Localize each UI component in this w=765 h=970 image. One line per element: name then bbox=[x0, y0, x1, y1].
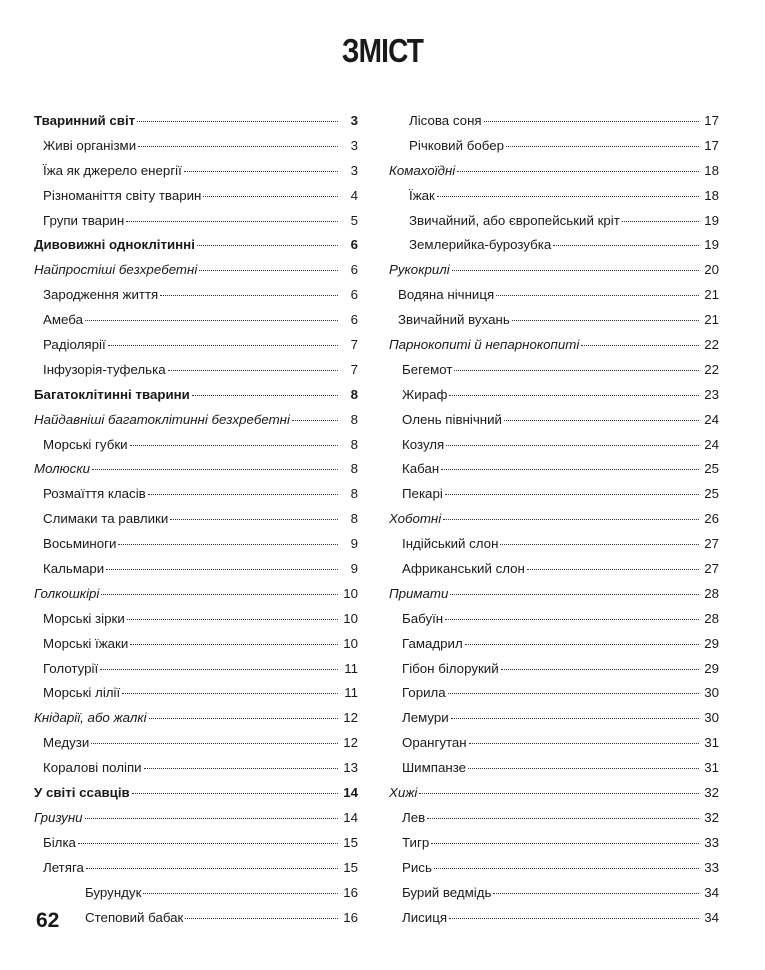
toc-leader-dots bbox=[449, 395, 699, 396]
toc-leader-dots bbox=[127, 619, 338, 620]
toc-leader-dots bbox=[496, 295, 699, 296]
toc-leader-dots bbox=[170, 519, 338, 520]
toc-entry-page: 11 bbox=[344, 685, 358, 701]
toc-entry-title: Рукокрилі bbox=[389, 262, 450, 278]
toc-entry[interactable] bbox=[389, 835, 719, 860]
toc-entry[interactable] bbox=[34, 586, 358, 611]
toc-leader-dots bbox=[501, 669, 699, 670]
toc-entry-title: Морські їжаки bbox=[43, 635, 129, 651]
toc-entry-title: Медузи bbox=[43, 735, 90, 751]
toc-entry-page: 9 bbox=[350, 561, 358, 577]
toc-entry[interactable] bbox=[389, 213, 719, 238]
toc-entry-title: Річковий бобер bbox=[409, 137, 504, 153]
toc-entry-title: Їжак bbox=[409, 187, 435, 203]
toc-entry-page: 9 bbox=[350, 536, 358, 552]
toc-leader-dots bbox=[446, 445, 699, 446]
toc-entry[interactable] bbox=[389, 885, 719, 910]
toc-entry-title: Лев bbox=[402, 809, 426, 825]
toc-entry-title: Розмаїття класів bbox=[43, 486, 146, 502]
toc-leader-dots bbox=[427, 818, 699, 819]
toc-leader-dots bbox=[91, 743, 338, 744]
toc-entry[interactable] bbox=[389, 262, 719, 287]
toc-entry[interactable] bbox=[389, 710, 719, 735]
toc-entry[interactable] bbox=[34, 810, 358, 835]
toc-leader-dots bbox=[431, 843, 699, 844]
toc-leader-dots bbox=[160, 295, 338, 296]
toc-entry[interactable] bbox=[389, 337, 719, 362]
toc-leader-dots bbox=[506, 146, 699, 147]
toc-entry[interactable] bbox=[389, 138, 719, 163]
toc-entry-page: 28 bbox=[704, 585, 719, 601]
toc-entry-title: Білка bbox=[43, 834, 76, 850]
toc-entry-title: У світі ссавців bbox=[34, 785, 130, 801]
toc-entry[interactable] bbox=[34, 213, 358, 238]
toc-leader-dots bbox=[454, 370, 699, 371]
toc-entry-page: 32 bbox=[704, 809, 719, 825]
toc-entry[interactable] bbox=[34, 113, 358, 138]
toc-entry[interactable] bbox=[389, 785, 719, 810]
toc-leader-dots bbox=[450, 594, 699, 595]
toc-leader-dots bbox=[137, 121, 338, 122]
toc-leader-dots bbox=[443, 519, 699, 520]
toc-entry-title: Лісова соня bbox=[409, 113, 482, 128]
toc-leader-dots bbox=[101, 594, 338, 595]
toc-leader-dots bbox=[148, 494, 338, 495]
toc-entry[interactable] bbox=[389, 511, 719, 536]
toc-entry-page: 18 bbox=[704, 162, 719, 178]
toc-entry-title: Летяга bbox=[43, 859, 84, 875]
toc-leader-dots bbox=[185, 918, 338, 919]
toc-leader-dots bbox=[138, 146, 338, 147]
toc-entry[interactable] bbox=[34, 910, 358, 935]
toc-entry[interactable] bbox=[389, 412, 719, 437]
toc-entry-page: 21 bbox=[704, 287, 719, 303]
toc-entry[interactable] bbox=[389, 685, 719, 710]
toc-leader-dots bbox=[143, 893, 338, 894]
toc-entry[interactable] bbox=[34, 437, 358, 462]
toc-entry-page: 3 bbox=[350, 162, 358, 178]
toc-entry-title: Різноманіття світу тварин bbox=[43, 187, 202, 203]
toc-entry[interactable] bbox=[34, 138, 358, 163]
toc-leader-dots bbox=[86, 868, 338, 869]
toc-entry-title: Восьминоги bbox=[43, 536, 117, 552]
toc-entry[interactable] bbox=[34, 785, 358, 810]
toc-leader-dots bbox=[622, 221, 699, 222]
toc-entry-page: 11 bbox=[344, 660, 358, 676]
toc-entry-page: 8 bbox=[350, 411, 358, 427]
toc-leader-dots bbox=[581, 345, 699, 346]
toc-entry[interactable] bbox=[34, 835, 358, 860]
toc-entry-page: 6 bbox=[350, 237, 358, 253]
toc-entry-title: Звичайний, або європейський кріт bbox=[409, 212, 620, 228]
toc-entry-page: 22 bbox=[704, 337, 719, 353]
toc-entry-page: 6 bbox=[350, 287, 358, 303]
toc-leader-dots bbox=[441, 469, 699, 470]
toc-entry-title: Амеба bbox=[43, 312, 83, 328]
toc-entry-page: 4 bbox=[350, 187, 358, 203]
toc-entry-page: 30 bbox=[704, 685, 719, 701]
toc-leader-dots bbox=[553, 245, 699, 246]
toc-entry-page: 30 bbox=[704, 710, 719, 726]
toc-entry-page: 7 bbox=[350, 361, 358, 377]
toc-entry[interactable] bbox=[34, 287, 358, 312]
toc-entry-page: 12 bbox=[343, 710, 358, 726]
toc-entry-page: 19 bbox=[704, 237, 719, 253]
toc-leader-dots bbox=[100, 669, 338, 670]
toc-entry-page: 29 bbox=[704, 660, 719, 676]
toc-entry[interactable] bbox=[389, 486, 719, 511]
toc-entry-title: Багатоклітинні тварини bbox=[34, 386, 190, 402]
toc-entry-title: Зародження життя bbox=[43, 287, 159, 303]
toc-leader-dots bbox=[108, 345, 338, 346]
toc-entry[interactable] bbox=[389, 810, 719, 835]
toc-entry-title: Бегемот bbox=[402, 361, 453, 377]
toc-leader-dots bbox=[78, 843, 338, 844]
toc-leader-dots bbox=[434, 868, 699, 869]
toc-entry-title: Водяна нічниця bbox=[398, 287, 495, 303]
toc-entry-title: Бурундук bbox=[85, 884, 142, 900]
toc-entry[interactable] bbox=[34, 312, 358, 337]
toc-leader-dots bbox=[144, 768, 338, 769]
toc-entry[interactable] bbox=[389, 188, 719, 213]
toc-entry-title: Живі організми bbox=[43, 137, 137, 153]
toc-entry-title: Примати bbox=[389, 585, 449, 601]
toc-entry-page: 33 bbox=[704, 859, 719, 875]
toc-entry-page: 16 bbox=[343, 884, 358, 900]
toc-entry[interactable] bbox=[34, 760, 358, 785]
toc-entry-page: 8 bbox=[350, 386, 358, 402]
toc-entry-page: 14 bbox=[343, 785, 358, 801]
toc-entry-title: Найпростіші безхребетні bbox=[34, 262, 198, 278]
toc-entry-page: 19 bbox=[704, 212, 719, 228]
toc-entry-title: Звичайний вухань bbox=[398, 312, 510, 328]
toc-leader-dots bbox=[199, 270, 338, 271]
toc-entry-page: 17 bbox=[704, 113, 719, 128]
toc-entry[interactable] bbox=[389, 536, 719, 561]
toc-entry-page: 12 bbox=[343, 735, 358, 751]
toc-entry-title: Радіолярії bbox=[43, 337, 106, 353]
toc-leader-dots bbox=[106, 569, 338, 570]
toc-entry-page: 31 bbox=[704, 735, 719, 751]
toc-entry-page: 6 bbox=[350, 312, 358, 328]
toc-entry-title: Голкошкірі bbox=[34, 585, 100, 601]
toc-leader-dots bbox=[493, 893, 699, 894]
toc-entry[interactable] bbox=[34, 387, 358, 412]
toc-entry-page: 7 bbox=[350, 337, 358, 353]
toc-entry[interactable] bbox=[34, 710, 358, 735]
toc-leader-dots bbox=[469, 743, 699, 744]
toc-entry-page: 26 bbox=[704, 511, 719, 527]
toc-entry-page: 5 bbox=[350, 212, 358, 228]
toc-entry[interactable] bbox=[34, 262, 358, 287]
toc-leader-dots bbox=[457, 171, 699, 172]
toc-entry[interactable] bbox=[34, 636, 358, 661]
toc-entry-page: 15 bbox=[343, 834, 358, 850]
toc-entry-title: Бурий ведмідь bbox=[402, 884, 492, 900]
toc-entry-title: Парнокопиті й непарнокопиті bbox=[389, 337, 580, 353]
toc-entry-title: Гризуни bbox=[34, 809, 83, 825]
toc-entry[interactable] bbox=[34, 661, 358, 686]
toc-leader-dots bbox=[500, 544, 699, 545]
toc-entry[interactable] bbox=[34, 461, 358, 486]
toc-entry[interactable] bbox=[34, 860, 358, 885]
toc-entry-page: 3 bbox=[350, 137, 358, 153]
toc-entry-title: Морські губки bbox=[43, 436, 128, 452]
toc-entry-page: 34 bbox=[704, 909, 719, 925]
toc-entry-title: Хижі bbox=[389, 785, 418, 801]
toc-entry[interactable] bbox=[34, 561, 358, 586]
toc-entry-page: 33 bbox=[704, 834, 719, 850]
toc-right-column bbox=[389, 113, 719, 934]
toc-entry-title: Тваринний світ bbox=[34, 113, 136, 128]
toc-entry-page: 16 bbox=[343, 909, 358, 925]
toc-entry[interactable] bbox=[34, 685, 358, 710]
toc-entry-page: 21 bbox=[704, 312, 719, 328]
toc-entry-title: Коралові поліпи bbox=[43, 760, 142, 776]
toc-leader-dots bbox=[85, 320, 338, 321]
toc-leader-dots bbox=[512, 320, 699, 321]
toc-entry-page: 8 bbox=[350, 436, 358, 452]
toc-entry-page: 8 bbox=[350, 486, 358, 502]
toc-entry[interactable] bbox=[34, 188, 358, 213]
toc-entry-page: 27 bbox=[704, 561, 719, 577]
toc-leader-dots bbox=[468, 768, 699, 769]
toc-entry[interactable] bbox=[389, 461, 719, 486]
toc-entry[interactable] bbox=[389, 362, 719, 387]
toc-entry-page: 25 bbox=[704, 461, 719, 477]
toc-leader-dots bbox=[448, 693, 699, 694]
toc-entry-title: Бабуїн bbox=[402, 610, 444, 626]
toc-entry-title: Дивовижні одноклітинні bbox=[34, 237, 195, 253]
toc-entry[interactable] bbox=[389, 636, 719, 661]
toc-entry-title: Гамадрил bbox=[402, 635, 463, 651]
toc-entry-title: Кабан bbox=[402, 461, 440, 477]
toc-entry[interactable] bbox=[389, 586, 719, 611]
toc-entry-title: Лемури bbox=[402, 710, 449, 726]
toc-leader-dots bbox=[484, 121, 699, 122]
toc-leader-dots bbox=[184, 171, 338, 172]
toc-leader-dots bbox=[85, 818, 338, 819]
toc-leader-dots bbox=[449, 918, 699, 919]
toc-leader-dots bbox=[118, 544, 338, 545]
toc-entry-title: Морські лілії bbox=[43, 685, 121, 701]
toc-entry-title: Індійський слон bbox=[402, 536, 499, 552]
toc-leader-dots bbox=[451, 718, 699, 719]
toc-entry-page: 10 bbox=[343, 585, 358, 601]
toc-entry[interactable] bbox=[34, 611, 358, 636]
toc-entry[interactable] bbox=[389, 910, 719, 935]
toc-entry[interactable] bbox=[389, 760, 719, 785]
toc-entry-title: Голотурії bbox=[43, 660, 99, 676]
toc-entry-page: 14 bbox=[343, 809, 358, 825]
toc-entry-title: Групи тварин bbox=[43, 212, 125, 228]
toc-entry-page: 24 bbox=[704, 411, 719, 427]
toc-entry[interactable] bbox=[389, 312, 719, 337]
toc-entry-page: 3 bbox=[350, 113, 358, 128]
toc-entry-title: Орангутан bbox=[402, 735, 467, 751]
toc-entry[interactable] bbox=[34, 735, 358, 760]
toc-entry-page: 34 bbox=[704, 884, 719, 900]
toc-leader-dots bbox=[437, 196, 699, 197]
toc-entry-page: 25 bbox=[704, 486, 719, 502]
toc-leader-dots bbox=[504, 420, 699, 421]
toc-entry-title: Молюски bbox=[34, 461, 90, 477]
toc-entry-title: Шимпанзе bbox=[402, 760, 467, 776]
toc-entry-title: Морські зірки bbox=[43, 610, 125, 626]
toc-entry-page: 6 bbox=[350, 262, 358, 278]
toc-entry-title: Гібон білорукий bbox=[402, 660, 499, 676]
toc-entry-title: Землерийка-бурозубка bbox=[409, 237, 552, 253]
toc-entry-title: Інфузорія-туфелька bbox=[43, 361, 166, 377]
toc-entry-page: 10 bbox=[343, 610, 358, 626]
toc-entry-page: 10 bbox=[343, 635, 358, 651]
toc-leader-dots bbox=[126, 221, 338, 222]
toc-entry-title: Пекарі bbox=[402, 486, 443, 502]
toc-entry[interactable] bbox=[389, 437, 719, 462]
toc-entry-title: Лисиця bbox=[402, 909, 448, 925]
toc-entry-title: Найдавніші багатоклітинні безхребетні bbox=[34, 411, 290, 427]
toc-entry[interactable] bbox=[389, 860, 719, 885]
toc-entry[interactable] bbox=[34, 412, 358, 437]
toc-entry-title: Степовий бабак bbox=[85, 909, 184, 925]
toc-entry-title: Жираф bbox=[402, 386, 448, 402]
toc-entry[interactable] bbox=[34, 237, 358, 262]
toc-leader-dots bbox=[465, 644, 699, 645]
toc-leader-dots bbox=[92, 469, 338, 470]
toc-leader-dots bbox=[132, 793, 338, 794]
toc-entry-title: Рись bbox=[402, 859, 432, 875]
toc-entry[interactable] bbox=[389, 113, 719, 138]
toc-entry-page: 13 bbox=[343, 760, 358, 776]
toc-leader-dots bbox=[452, 270, 699, 271]
toc-leader-dots bbox=[192, 395, 338, 396]
toc-leader-dots bbox=[130, 644, 338, 645]
toc-leader-dots bbox=[419, 793, 699, 794]
toc-entry-page: 15 bbox=[343, 859, 358, 875]
toc-entry[interactable] bbox=[389, 611, 719, 636]
toc-leader-dots bbox=[168, 370, 338, 371]
toc-entry[interactable] bbox=[389, 287, 719, 312]
toc-entry-page: 8 bbox=[350, 461, 358, 477]
toc-entry-title: Кнідарії, або жалкі bbox=[34, 710, 147, 726]
toc-entry-title: Африканський слон bbox=[402, 561, 525, 577]
toc-entry-page: 32 bbox=[704, 785, 719, 801]
toc-entry-page: 27 bbox=[704, 536, 719, 552]
toc-entry[interactable] bbox=[34, 885, 358, 910]
toc-entry-page: 20 bbox=[704, 262, 719, 278]
toc-entry-title: Козуля bbox=[402, 436, 445, 452]
toc-leader-dots bbox=[292, 420, 338, 421]
toc-entry[interactable] bbox=[389, 661, 719, 686]
toc-entry[interactable] bbox=[389, 735, 719, 760]
toc-entry-title: Комахоїдні bbox=[389, 162, 456, 178]
page-title: ЗМІСТ bbox=[341, 32, 424, 69]
toc-entry[interactable] bbox=[34, 163, 358, 188]
toc-entry[interactable] bbox=[34, 486, 358, 511]
toc-entry-page: 23 bbox=[704, 386, 719, 402]
toc-entry-page: 29 bbox=[704, 635, 719, 651]
toc-entry-title: Кальмари bbox=[43, 561, 105, 577]
toc-leader-dots bbox=[445, 619, 699, 620]
toc-entry-title: Тигр bbox=[402, 834, 430, 850]
toc-entry-page: 24 bbox=[704, 436, 719, 452]
toc-entry-page: 28 bbox=[704, 610, 719, 626]
toc-entry[interactable] bbox=[389, 237, 719, 262]
toc-entry[interactable] bbox=[34, 536, 358, 561]
toc-entry-page: 31 bbox=[704, 760, 719, 776]
toc-entry[interactable] bbox=[389, 561, 719, 586]
toc-leader-dots bbox=[197, 245, 338, 246]
toc-entry[interactable] bbox=[389, 387, 719, 412]
toc-entry-page: 8 bbox=[350, 511, 358, 527]
toc-entry-title: Хоботні bbox=[389, 511, 442, 527]
toc-leader-dots bbox=[122, 693, 338, 694]
toc-left-column bbox=[34, 113, 358, 934]
toc-entry[interactable] bbox=[34, 511, 358, 536]
toc-entry-title: Слимаки та равлики bbox=[43, 511, 169, 527]
page-number: 62 bbox=[36, 909, 60, 932]
toc-leader-dots bbox=[130, 445, 338, 446]
toc-entry[interactable] bbox=[34, 362, 358, 387]
toc-entry-page: 18 bbox=[704, 187, 719, 203]
toc-entry-title: Горила bbox=[402, 685, 446, 701]
toc-leader-dots bbox=[149, 718, 338, 719]
toc-entry[interactable] bbox=[389, 163, 719, 188]
toc-entry[interactable] bbox=[34, 337, 358, 362]
toc-leader-dots bbox=[445, 494, 699, 495]
toc-entry-title: Олень північний bbox=[402, 411, 502, 427]
toc-entry-title: Їжа як джерело енергії bbox=[43, 162, 182, 178]
toc-leader-dots bbox=[203, 196, 338, 197]
toc-entry-page: 17 bbox=[704, 137, 719, 153]
toc-entry-page: 22 bbox=[704, 361, 719, 377]
toc-leader-dots bbox=[527, 569, 699, 570]
